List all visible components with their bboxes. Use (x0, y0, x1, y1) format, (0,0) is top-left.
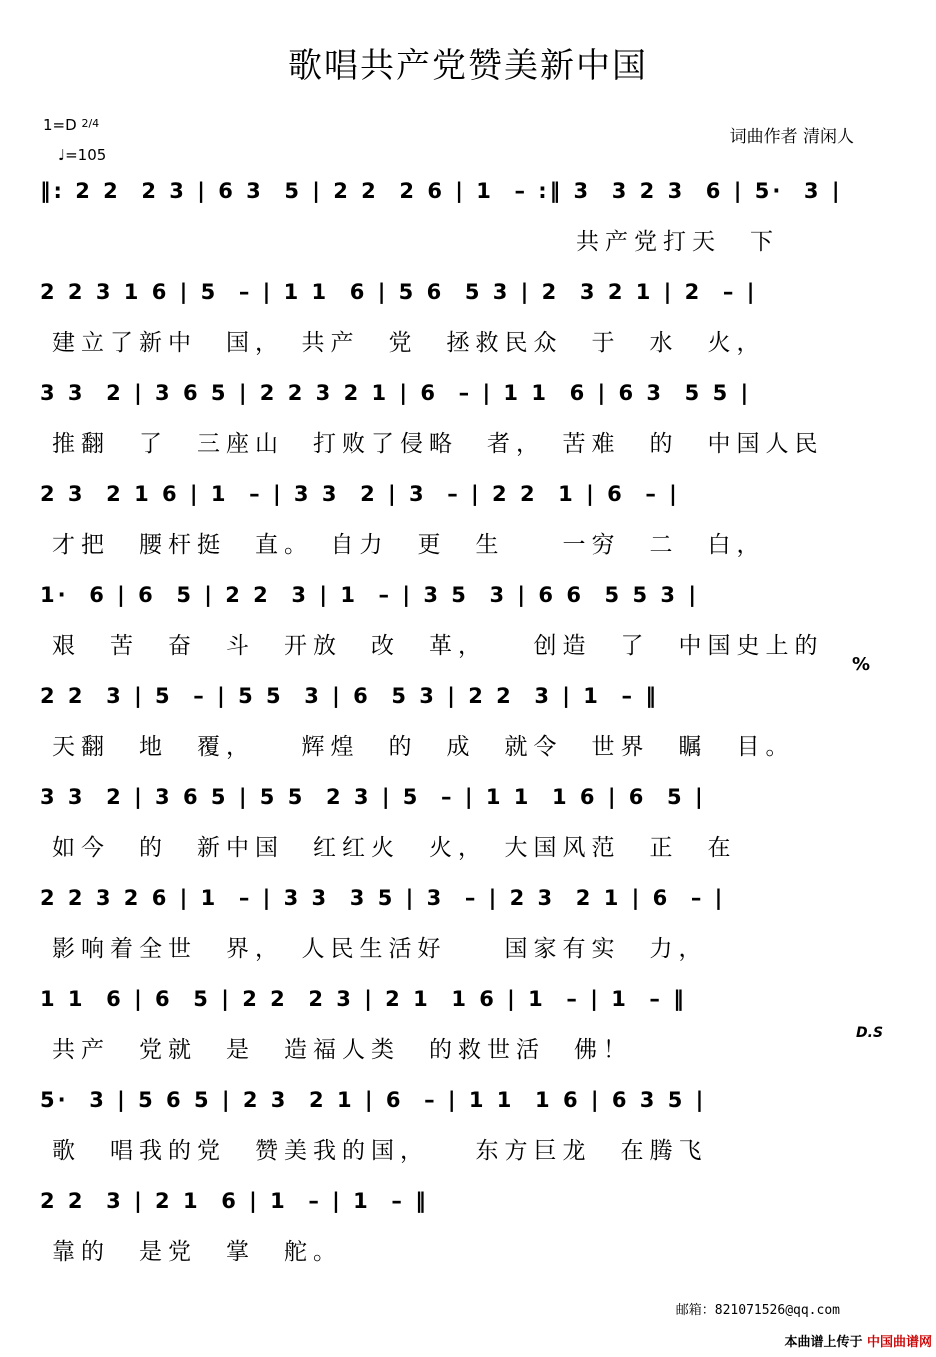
score-row (0, 983, 936, 1083)
lyric-line: 歌 唱我的党 赞美我的国， 东方巨龙 在腾飞 (52, 1138, 708, 1164)
lyric-line: 靠的 是党 掌 舵。 (52, 1239, 342, 1265)
lyric-line: 影响着全世 界， 人民生活好 国家有实 力， (52, 936, 708, 962)
lyric-line: 才把 腰杆挺 直。 自力 更 生 一穷 二 白， (52, 532, 766, 558)
score-row (0, 1185, 936, 1285)
note-line: 2 2 3 2 6 | 1 – | 3 3 3 5 | 3 – | 2 3 2 1 | 6 – | (40, 886, 726, 910)
score-row (0, 377, 936, 477)
footer-email: 邮箱：821071526@qq.com (675, 1303, 840, 1318)
note-line: 2 2 3 | 5 – | 5 5 3 | 6 5 3 | 2 2 3 | 1 – ‖ (40, 684, 659, 708)
lyric-line: 建立了新中 国， 共产 党 拯救民众 于 水 火， (52, 330, 766, 356)
quarter-note-icon: ♩ (58, 146, 66, 164)
score-row (0, 781, 936, 881)
score-row (0, 276, 936, 376)
lyric-line: 艰 苦 奋 斗 开放 改 革， 创造 了 中国史上的 (52, 633, 824, 659)
lyric-line: 天翻 地 覆， 辉煌 的 成 就令 世界 瞩 目。 (52, 734, 795, 760)
footer-source-label: 本曲谱上传于 (784, 1335, 863, 1350)
tempo-marking (58, 146, 106, 164)
song-title: 歌唱共产党赞美新中国 (288, 46, 648, 86)
score-row (0, 175, 936, 275)
key-label: 1=D (43, 116, 77, 134)
segno-sign: % (852, 654, 871, 675)
lyric-line: 如今 的 新中国 红红火 火， 大国风范 正 在 (52, 835, 737, 861)
note-line: 1 1 6 | 6 5 | 2 2 2 3 | 2 1 1 6 | 1 – | 1 – ‖ (40, 987, 687, 1011)
score-row (0, 478, 936, 578)
footer-source (784, 1331, 932, 1350)
note-line: 5· 3 | 5 6 5 | 2 3 2 1 | 6 – | 1 1 1 6 | 6 3 5 | (40, 1088, 707, 1112)
score-row (0, 579, 936, 679)
score-row (0, 680, 936, 780)
tempo-value: =105 (65, 146, 107, 164)
note-line: 3 3 2 | 3 6 5 | 5 5 2 3 | 5 – | 1 1 1 6 | 6 5 | (40, 785, 706, 809)
time-signature: 2/4 (81, 117, 100, 130)
note-line: ‖: 2 2 2 3 | 6 3 5 | 2 2 2 6 | 1 – :‖ 3 3 2 3 6 | 5· 3 | (40, 179, 843, 203)
lyric-line: 推翻 了 三座山 打败了侵略 者， 苦难 的 中国人民 (52, 431, 824, 457)
score-row (0, 1084, 936, 1184)
note-line: 1· 6 | 6 5 | 2 2 3 | 1 – | 3 5 3 | 6 6 5 5 3 | (40, 583, 699, 607)
credits: 词曲作者 清闲人 (729, 127, 854, 147)
note-line: 2 3 2 1 6 | 1 – | 3 3 2 | 3 – | 2 2 1 | 6 – | (40, 482, 680, 506)
note-line: 2 2 3 1 6 | 5 – | 1 1 6 | 5 6 5 3 | 2 3 2 1 | 2 – | (40, 280, 758, 304)
note-line: 2 2 3 | 2 1 6 | 1 – | 1 – ‖ (40, 1189, 429, 1213)
footer-brand: 中国曲谱网 (866, 1335, 932, 1350)
score-row (0, 882, 936, 982)
key-signature (43, 116, 99, 134)
lyric-line: 共产 党就 是 造福人类 的救世活 佛！ (52, 1037, 632, 1063)
lyric-line: 共产党打天 下 (576, 229, 779, 255)
dal-segno-sign: D.S (856, 1025, 884, 1041)
note-line: 3 3 2 | 3 6 5 | 2 2 3 2 1 | 6 – | 1 1 6 | 6 3 5 5 | (40, 381, 752, 405)
